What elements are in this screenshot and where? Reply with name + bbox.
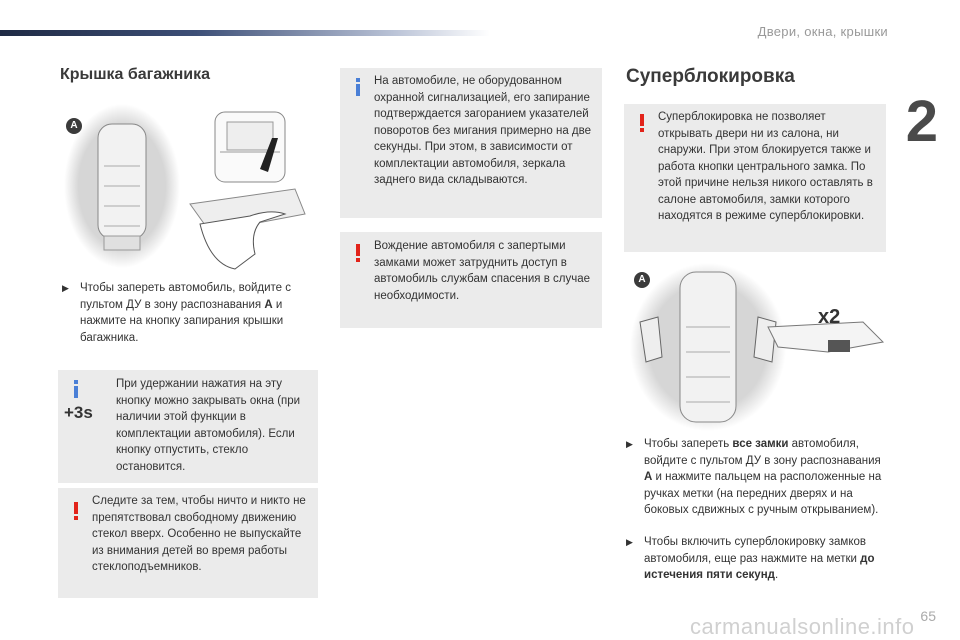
warning-icon xyxy=(640,114,644,132)
superlock-title: Суперблокировка xyxy=(626,66,795,87)
zone-a-badge: A xyxy=(66,118,82,134)
superlock-illustration xyxy=(628,262,888,432)
info-icon xyxy=(74,380,78,398)
zone-a-badge: A xyxy=(634,272,650,288)
superlock-instruction-2: ▶ Чтобы включить суперблокировку замков автомобиля, еще раз нажмите на метки до истечения пяти секунд. xyxy=(626,536,875,581)
warning-box-superlock xyxy=(624,104,886,252)
chapter-number: 2 xyxy=(905,89,938,154)
warning-box-windows xyxy=(58,488,318,598)
info-text-locking: На автомобиле, не оборудованном охранной сигнализацией, его запирание подтверждается загоранием указателей поворотов без мигания примерно на две секунды. При этом, в зависимости от комплектации автомобиля, зеркала заднего вида складываются. xyxy=(374,75,592,186)
warning-icon xyxy=(356,244,360,262)
warning-box-rescue xyxy=(340,232,602,328)
arrow-bullet-icon: ▶ xyxy=(626,537,633,547)
info-box-locking xyxy=(340,68,602,218)
section-title: Двери, окна, крышки xyxy=(757,24,888,39)
header-bar xyxy=(0,30,490,36)
tailgate-lock-instruction: ▶ Чтобы запереть автомобиль, войдите с пультом ДУ в зону распознавания A и нажмите на кнопку запирания крышки багажника. xyxy=(62,282,292,344)
press-twice-label: x2 xyxy=(818,306,841,328)
tailgate-illustration xyxy=(60,104,330,274)
page-number: 65 xyxy=(920,608,936,624)
warning-text-rescue: Вождение автомобиля с запертыми замками может затруднить доступ в автомобиль службам спасения в случае необходимости. xyxy=(374,240,590,302)
watermark: carmanualsonline.info xyxy=(690,614,915,639)
tailgate-title: Крышка багажника xyxy=(60,66,210,83)
arrow-bullet-icon: ▶ xyxy=(626,439,633,449)
timer-3s-icon: +3s xyxy=(64,403,93,422)
info-text-windows: При удержании нажатия на эту кнопку можно закрывать окна (при наличии этой функции в комплектации автомобиля). Если кнопку отпустить, стекло остановится. xyxy=(116,378,301,473)
arrow-bullet-icon: ▶ xyxy=(62,283,69,293)
info-icon xyxy=(356,78,360,96)
superlock-instruction-1: ▶ Чтобы запереть все замки автомобиля, войдите с пультом ДУ в зону распознавания A и нажмите пальцем на расположенные на ручках метки (на передних дверях и на боковых сдвижных с ручным открыванием). xyxy=(626,438,882,516)
info-box-windows xyxy=(58,370,318,483)
warning-icon xyxy=(74,502,78,520)
warning-text-windows: Следите за тем, чтобы ничто и никто не препятствовал свободному движению стекол вверх. Особенно не выпускайте из внимания детей во время работы стеклоподъемников. xyxy=(92,495,306,573)
warning-text-superlock: Суперблокировка не позволяет открывать двери ни из салона, ни снаружи. При этом блокируется также и работа кнопки центрального замка. По этой причине нельзя никого оставлять в салоне автомобиля, замки которого находятся в режиме суперблокировки. xyxy=(658,111,873,222)
